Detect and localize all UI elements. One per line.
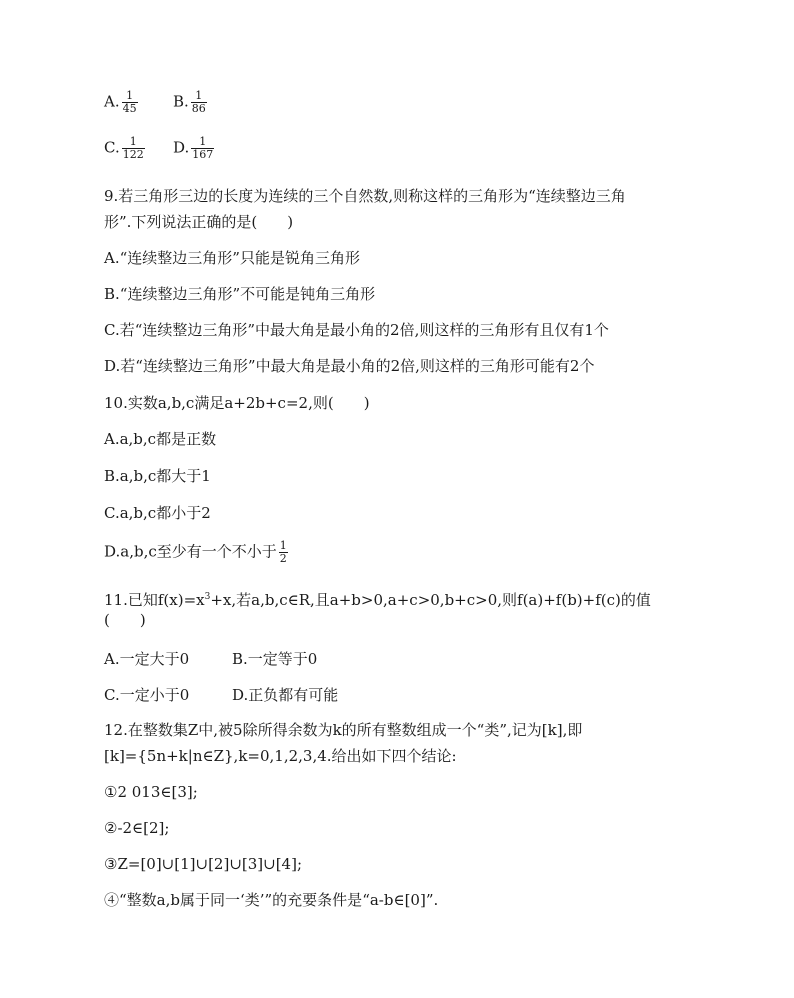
fraction [122,90,138,115]
q11-option-a: A.一定大于0 [104,650,190,668]
q10-option-b: B.a,b,c都大于1 [104,467,211,485]
q12-conclusion-2: ②-2∈[2]; [104,819,170,837]
numerator: 1 [126,89,134,102]
option-label: A. [104,92,120,111]
denominator: 167 [192,148,214,161]
fraction [122,136,145,161]
q8-option-a [104,90,138,115]
numerator: 1 [195,89,203,102]
q11-option-d: D.正负都有可能 [232,686,339,704]
denominator: 86 [191,102,206,115]
q9-option-a: A.“连续整边三角形”只能是锐角三角形 [104,249,360,267]
q11-option-c: C.一定小于0 [104,686,190,704]
numerator: 1 [129,135,137,148]
denominator: 2 [279,552,287,565]
q10-option-c: C.a,b,c都小于2 [104,504,211,522]
q11-stem-pre: 11.已知f(x)=x [104,591,205,609]
q11-stem [104,587,651,610]
q8-option-d [173,136,214,161]
q11-paren: ( ) [104,611,146,629]
q9-stem-line2: 形”.下列说法正确的是( ) [104,213,294,231]
q11-stem-post: +x,若a,b,c∈R,且a+b>0,a+c>0,b+c>0,则f(a)+f(b)+f(c)的值 [210,591,651,609]
fraction [191,136,214,161]
q9-option-c: C.若“连续整边三角形”中最大角是最小角的2倍,则这样的三角形有且仅有1个 [104,321,609,339]
numerator: 1 [199,135,207,148]
q12-stem-line1: 12.在整数集Z中,被5除所得余数为k的所有整数组成一个“类”,记为[k],即 [104,721,583,739]
exponent: 3 [204,592,211,602]
q11-option-b: B.一定等于0 [232,650,318,668]
fraction [279,540,288,565]
q12-stem-line2: [k]={5n+k|n∈Z},k=0,1,2,3,4.给出如下四个结论: [104,747,457,765]
q12-conclusion-3: ③Z=[0]∪[1]∪[2]∪[3]∪[4]; [104,855,303,873]
option-label: D. [173,138,190,157]
q12-conclusion-1: ①2 013∈[3]; [104,783,198,801]
q8-option-c [104,136,145,161]
q9-option-d: D.若“连续整边三角形”中最大角是最小角的2倍,则这样的三角形可能有2个 [104,357,595,375]
fraction [191,90,207,115]
denominator: 122 [122,148,144,161]
numerator: 1 [279,539,287,552]
q10-option-a: A.a,b,c都是正数 [104,430,217,448]
q10-option-d-text: D.a,b,c至少有一个不小于 [104,542,277,561]
denominator: 45 [122,102,137,115]
q10-stem: 10.实数a,b,c满足a+2b+c=2,则( ) [104,394,370,412]
q12-conclusion-4: ④“整数a,b属于同一‘类’”的充要条件是“a-b∈[0]”. [104,891,439,909]
option-label: B. [173,92,189,111]
q10-option-d [104,540,288,565]
q9-option-b: B.“连续整边三角形”不可能是钝角三角形 [104,285,376,303]
option-label: C. [104,138,120,157]
q8-option-b [173,90,207,115]
q9-stem-line1: 9.若三角形三边的长度为连续的三个自然数,则称这样的三角形为“连续整边三角 [104,187,626,205]
